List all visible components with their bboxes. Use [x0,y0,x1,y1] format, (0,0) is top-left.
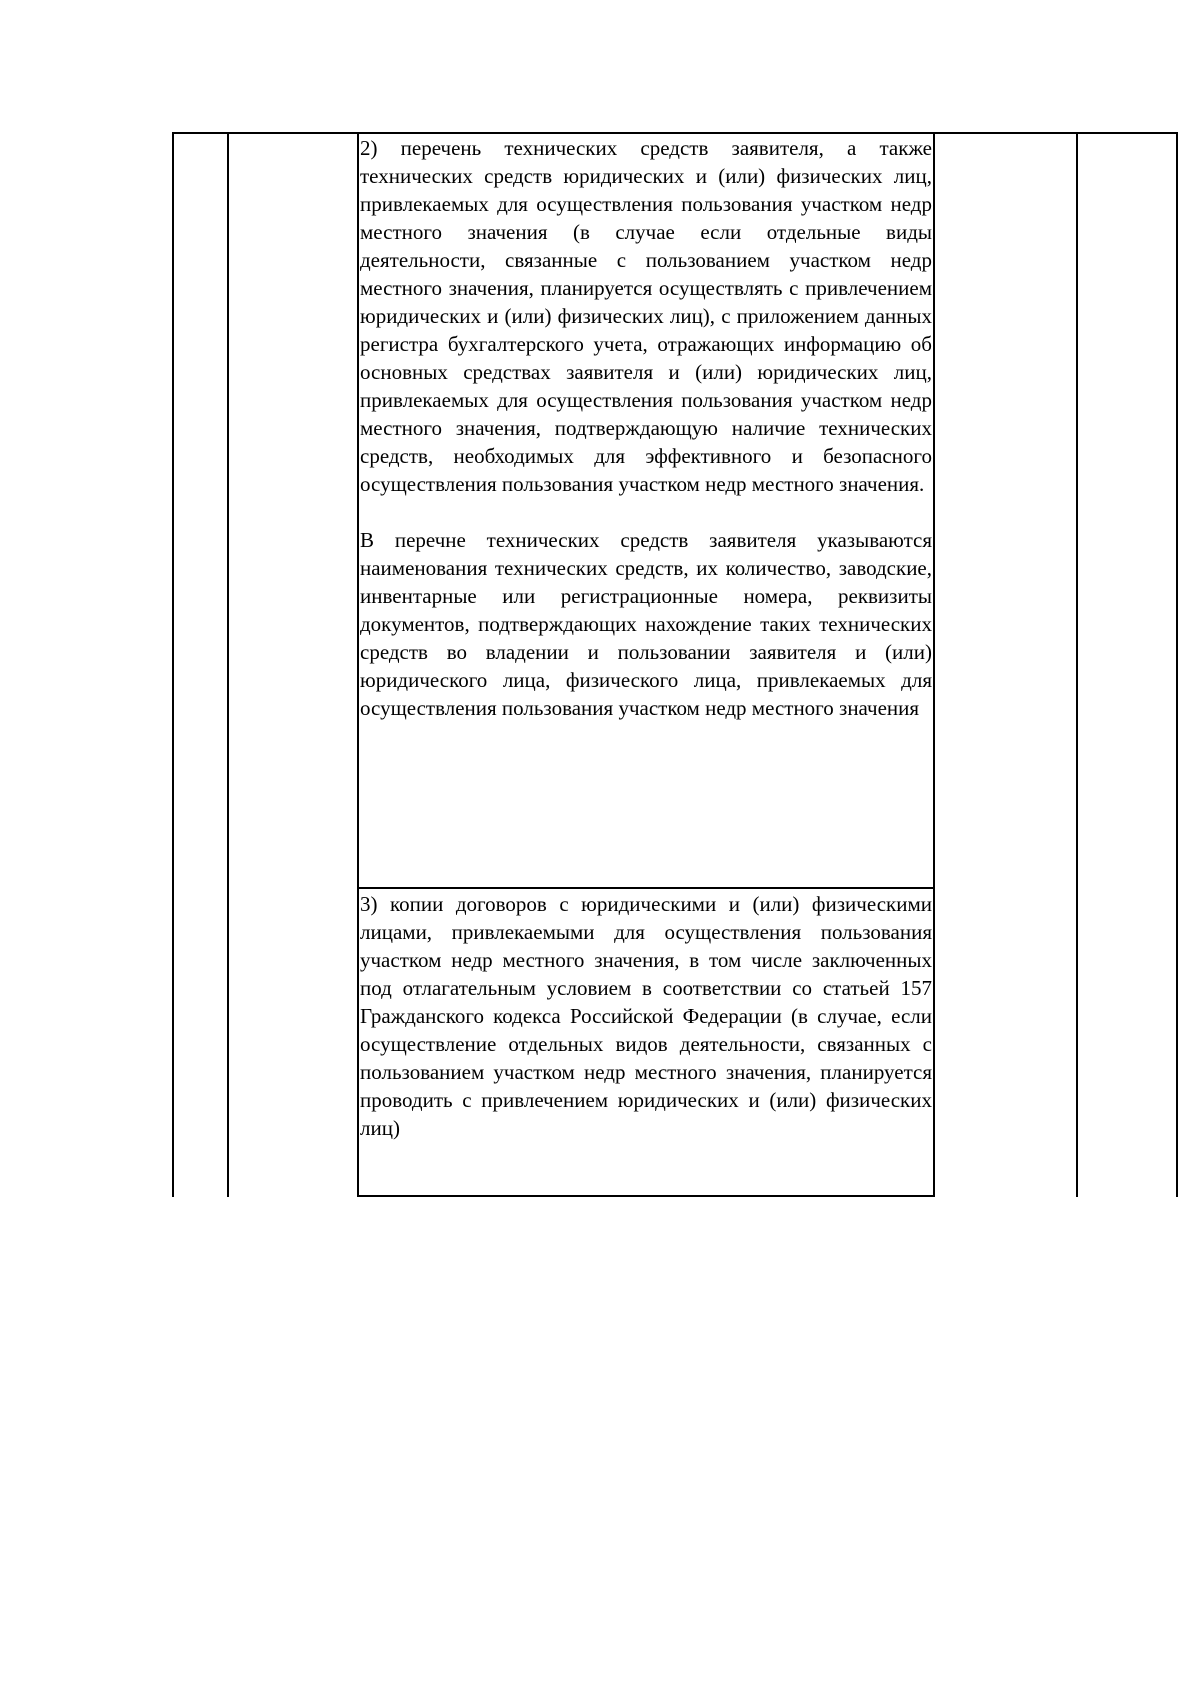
description-cell-bottom-border [357,1195,935,1197]
description-cell-row-b [360,890,932,1142]
column-border-4 [933,132,935,1197]
column-border-6 [1176,132,1178,1197]
column-border-5 [1076,132,1078,1197]
column-border-3 [357,132,359,1197]
row-divider [357,887,935,889]
column-border-1 [172,132,174,1197]
paragraph-contract-copies: 3) копии договоров с юридическими и (или) физическими лицами, привлекаемыми для осуществления пользования участком недр местного значения, в том числе заключенных под отлагательным условием в соответствии со статьей 157 Гражданского кодекса Российской Федерации (в случае, если осуществление отдельных видов деятельности, связанных с пользованием участком недр местного значения, планируется проводить с привлечением юридических и (или) физических лиц) [360,892,932,1140]
paragraph-technical-means-details: В перечне технических средств заявителя указываются наименования технических средств, их количество, заводские, инвентарные или регистрационные номера, реквизиты документов, подтверждающих нахождение таких технических средств во владении и пользовании заявителя и (или) юридического лица, физического лица, привлекаемых для осуществления пользования участком недр местного значения [360,528,932,720]
column-border-2 [227,132,229,1197]
description-cell-row-a [360,134,932,722]
paragraph-technical-means-list: 2) перечень технических средств заявителя, а также технических средств юридических и (или) физических лиц, привлекаемых для осуществления пользования участком недр местного значения (в случае если отдельные виды деятельности, связанные с пользованием участком недр местного значения, планируется осуществлять с привлечением юридических и (или) физических лиц), с приложением данных регистра бухгалтерского учета, отражающих информацию об основных средствах заявителя и (или) юридических лиц, привлекаемых для осуществления пользования участком недр местного значения, подтверждающую наличие технических средств, необходимых для эффективного и безопасного осуществления пользования участком недр местного значения. [360,136,932,496]
paragraph-spacer [360,498,932,526]
